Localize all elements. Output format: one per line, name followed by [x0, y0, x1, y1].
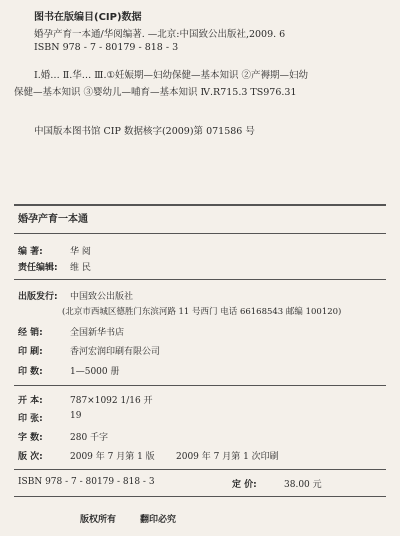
cip-entry-line: 婚孕产育一本通/华阅编著. —北京:中国致公出版社,2009. 6 — [34, 29, 286, 40]
sheets-label: 印 张: — [18, 414, 43, 424]
printer-label: 印 刷: — [18, 347, 43, 357]
editor-value: 维 民 — [70, 263, 91, 273]
title-bottom-rule — [14, 233, 386, 234]
distributor-value: 全国新华书店 — [70, 328, 125, 338]
printer-value: 香河宏润印刷有限公司 — [70, 347, 161, 357]
cip-isbn: ISBN 978 - 7 - 80179 - 818 - 3 — [34, 42, 179, 53]
print-bottom-rule — [14, 385, 386, 386]
copies-value: 1—5000 册 — [70, 367, 120, 377]
edition-label: 版 次: — [18, 452, 43, 462]
cip-record-number: 中国版本图书馆 CIP 数据核字(2009)第 071586 号 — [34, 126, 255, 137]
price-value: 38.00 元 — [284, 480, 322, 490]
editor-label: 责任编辑: — [18, 263, 58, 273]
cip-subject-line-1: Ⅰ.婚… Ⅱ.华… Ⅲ.①妊娠期—妇幼保健—基本知识 ②产褥期—妇幼 — [34, 70, 309, 81]
price-label: 定 价: — [232, 480, 257, 490]
edition-bottom-rule — [14, 469, 386, 470]
words-label: 字 数: — [18, 433, 43, 443]
author-label: 编 著: — [18, 247, 43, 257]
rights-reserved: 版权所有 — [80, 515, 117, 525]
no-reproduction: 翻印必究 — [140, 515, 177, 525]
format-value: 787×1092 1/16 开 — [70, 396, 153, 406]
publisher-label: 出版发行: — [18, 292, 58, 302]
copies-label: 印 数: — [18, 367, 43, 377]
author-value: 华 阅 — [70, 247, 91, 257]
title-top-rule — [14, 204, 386, 206]
printing-value: 2009 年 7 月第 1 次印刷 — [176, 452, 279, 462]
distributor-label: 经 销: — [18, 328, 43, 338]
edition-value: 2009 年 7 月第 1 版 — [70, 452, 155, 462]
publisher-value: 中国致公出版社 — [70, 292, 134, 302]
cip-heading: 图书在版编目(CIP)数据 — [34, 12, 142, 23]
editor-bottom-rule — [14, 279, 386, 280]
cip-subject-line-2: 保健—基本知识 ③婴幼儿—哺育—基本知识 Ⅳ.R715.3 TS976.31 — [14, 87, 297, 98]
publisher-address: (北京市西城区德胜门东滨河路 11 号西门 电话 66168543 邮编 100120) — [62, 307, 342, 317]
words-value: 280 千字 — [70, 433, 109, 443]
isbn: ISBN 978 - 7 - 80179 - 818 - 3 — [18, 477, 155, 487]
isbn-bottom-rule — [14, 496, 386, 497]
book-title: 婚孕产育一本通 — [18, 214, 88, 225]
sheets-value: 19 — [70, 411, 82, 421]
format-label: 开 本: — [18, 396, 43, 406]
